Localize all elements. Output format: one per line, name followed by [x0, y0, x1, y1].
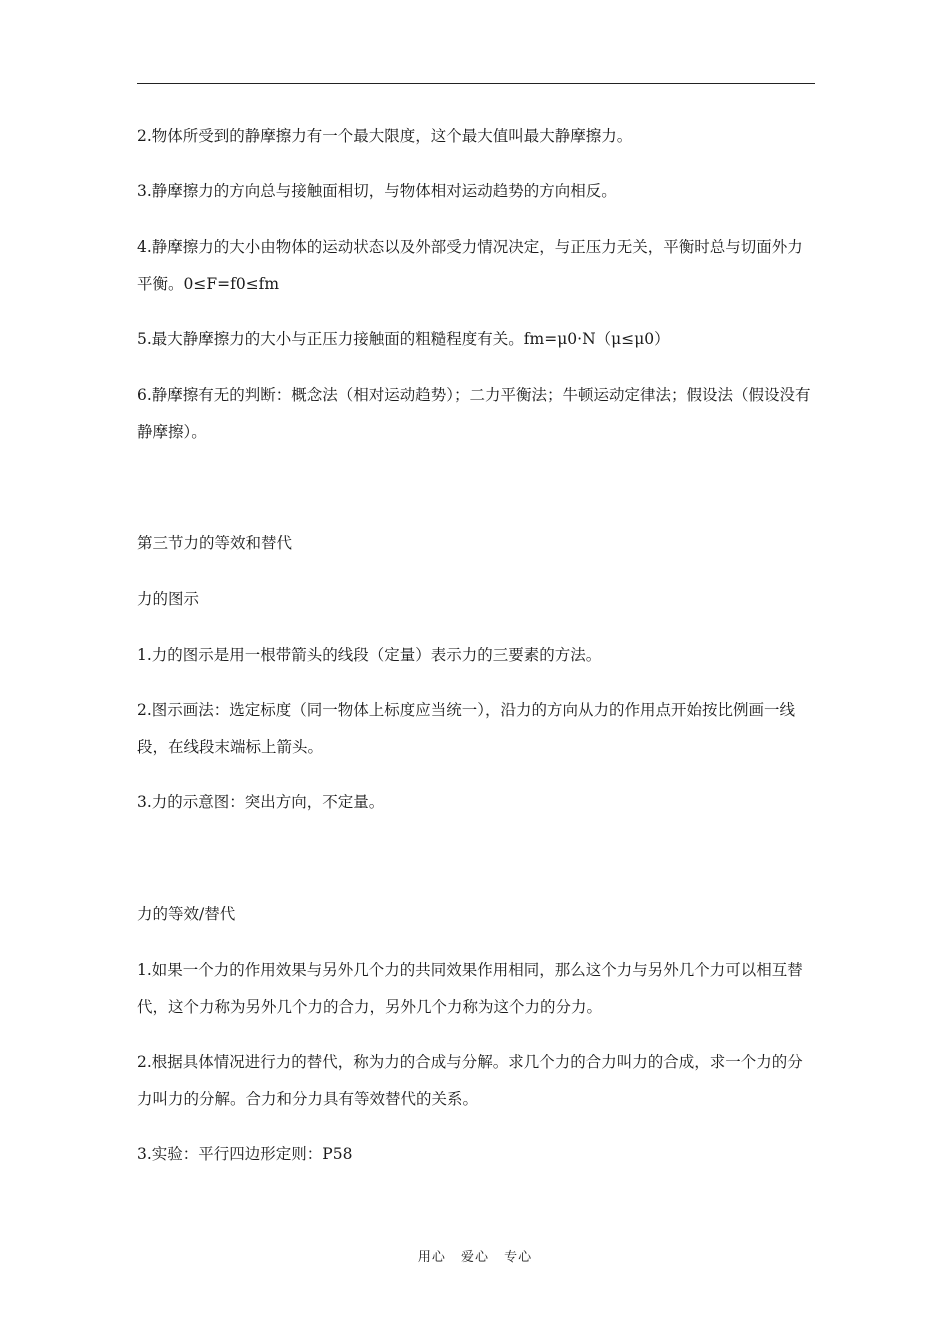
subheading-force-diagram: 力的图示: [137, 590, 200, 608]
paragraph-static-friction-judgement: 6.静摩擦有无的判断：概念法（相对运动趋势）；二力平衡法；牛顿运动定律法；假设法（假设没有静摩擦）。: [137, 386, 811, 441]
paragraph-force-sketch: 3.力的示意图：突出方向，不定量。: [137, 793, 385, 811]
paragraph-static-friction-magnitude: 4.静摩擦力的大小由物体的运动状态以及外部受力情况决定，与正压力无关，平衡时总与切面外力平衡。0≤F=f0≤fm: [137, 238, 803, 293]
paragraph-force-diagram-method: 2.图示画法：选定标度（同一物体上标度应当统一），沿力的方向从力的作用点开始按比例画一线段，在线段末端标上箭头。: [137, 701, 796, 756]
section-heading-equivalence: 第三节力的等效和替代: [137, 534, 293, 552]
paragraph-experiment: 3.实验：平行四边形定则：P58: [137, 1145, 353, 1163]
subheading-equivalence-replacement: 力的等效/替代: [137, 905, 236, 923]
page-footer: 用心 爱心 专心: [417, 1250, 533, 1265]
paragraph-composition-resolution: 2.根据具体情况进行力的替代，称为力的合成与分解。求几个力的合力叫力的合成，求一个力的分力叫力的分解。合力和分力具有等效替代的关系。: [137, 1053, 803, 1108]
paragraph-resultant-force: 1.如果一个力的作用效果与另外几个力的共同效果作用相同，那么这个力与另外几个力可以相互替代，这个力称为另外几个力的合力，另外几个力称为这个力的分力。: [137, 961, 803, 1016]
header-rule: [137, 83, 815, 84]
paragraph-static-friction-direction: 3.静摩擦力的方向总与接触面相切，与物体相对运动趋势的方向相反。: [137, 182, 617, 200]
paragraph-max-static-friction-formula: 5.最大静摩擦力的大小与正压力接触面的粗糙程度有关。fm=μ0·N（μ≤μ0）: [137, 330, 670, 348]
paragraph-force-diagram-definition: 1.力的图示是用一根带箭头的线段（定量）表示力的三要素的方法。: [137, 646, 602, 664]
paragraph-max-static-friction: 2.物体所受到的静摩擦力有一个最大限度，这个最大值叫最大静摩擦力。: [137, 127, 633, 145]
